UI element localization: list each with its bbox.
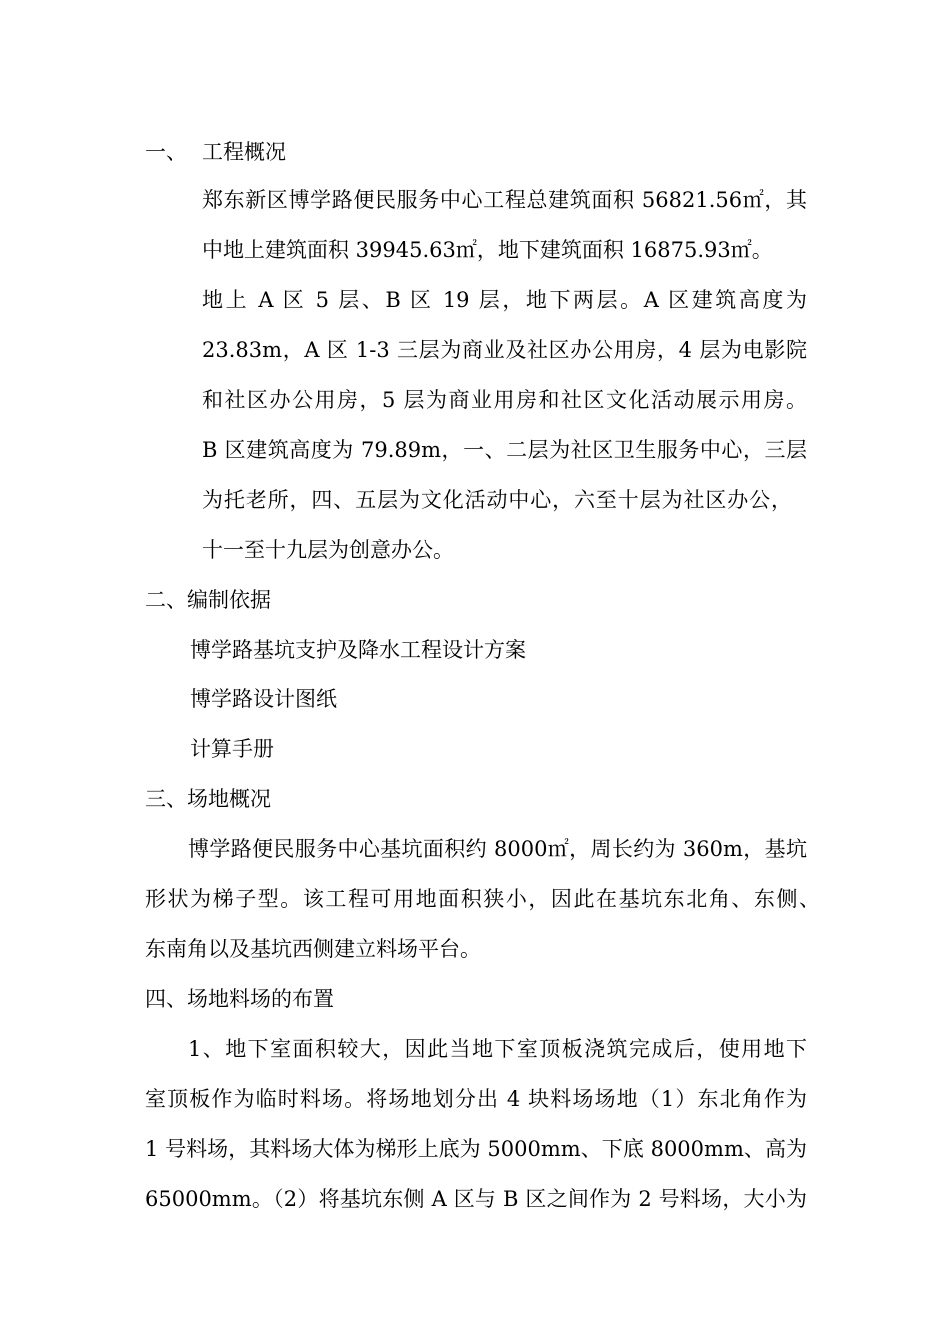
section-1-para-1-line-2: 中地上建筑面积 39945.63㎡，地下建筑面积 16875.93㎡。 — [202, 238, 773, 262]
section-2-item-3: 计算手册 — [190, 737, 274, 761]
section-2-item-1: 博学路基坑支护及降水工程设计方案 — [190, 638, 526, 662]
section-2-item-2: 博学路设计图纸 — [190, 687, 337, 711]
section-3-para-line-1: 博学路便民服务中心基坑面积约 8000㎡，周长约为 360m，基坑 — [188, 837, 807, 861]
section-1-heading-marker: 一、 — [145, 140, 187, 164]
section-1-para-2-line-4: B 区建筑高度为 79.89m，一、二层为社区卫生服务中心，三层 — [202, 438, 807, 462]
section-3-para-line-3: 东南角以及基坑西侧建立料场平台。 — [145, 937, 481, 961]
section-1-para-2-line-1: 地上 A 区 5 层、B 区 19 层，地下两层。A 区建筑高度为 — [202, 288, 807, 312]
section-4-para-line-4: 65000mm。（2）将基坑东侧 A 区与 B 区之间作为 2 号料场，大小为 — [145, 1187, 807, 1211]
section-1-para-2-line-6: 十一至十九层为创意办公。 — [202, 538, 454, 562]
section-1-para-2-line-3: 和社区办公用房，5 层为商业用房和社区文化活动展示用房。 — [202, 388, 807, 412]
section-4-para-line-3: 1 号料场，其料场大体为梯形上底为 5000mm、下底 8000mm、高为 — [145, 1137, 807, 1161]
section-4-para-line-2: 室顶板作为临时料场。将场地划分出 4 块料场场地（1）东北角作为 — [145, 1087, 807, 1111]
section-1-para-2-line-5: 为托老所，四、五层为文化活动中心，六至十层为社区办公， — [202, 488, 792, 512]
section-4-heading: 四、场地料场的布置 — [145, 987, 334, 1011]
section-1-para-1-line-1: 郑东新区博学路便民服务中心工程总建筑面积 56821.56㎡，其 — [202, 188, 807, 212]
section-1-para-2-line-2: 23.83m，A 区 1-3 三层为商业及社区办公用房，4 层为电影院 — [202, 338, 807, 362]
section-3-para-line-2: 形状为梯子型。该工程可用地面积狭小，因此在基坑东北角、东侧、 — [145, 887, 820, 911]
section-3-heading: 三、场地概况 — [145, 787, 271, 811]
section-2-heading: 二、编制依据 — [145, 588, 271, 612]
section-1-heading-title: 工程概况 — [202, 140, 286, 164]
section-4-para-line-1: 1、地下室面积较大，因此当地下室顶板浇筑完成后，使用地下 — [188, 1037, 807, 1061]
